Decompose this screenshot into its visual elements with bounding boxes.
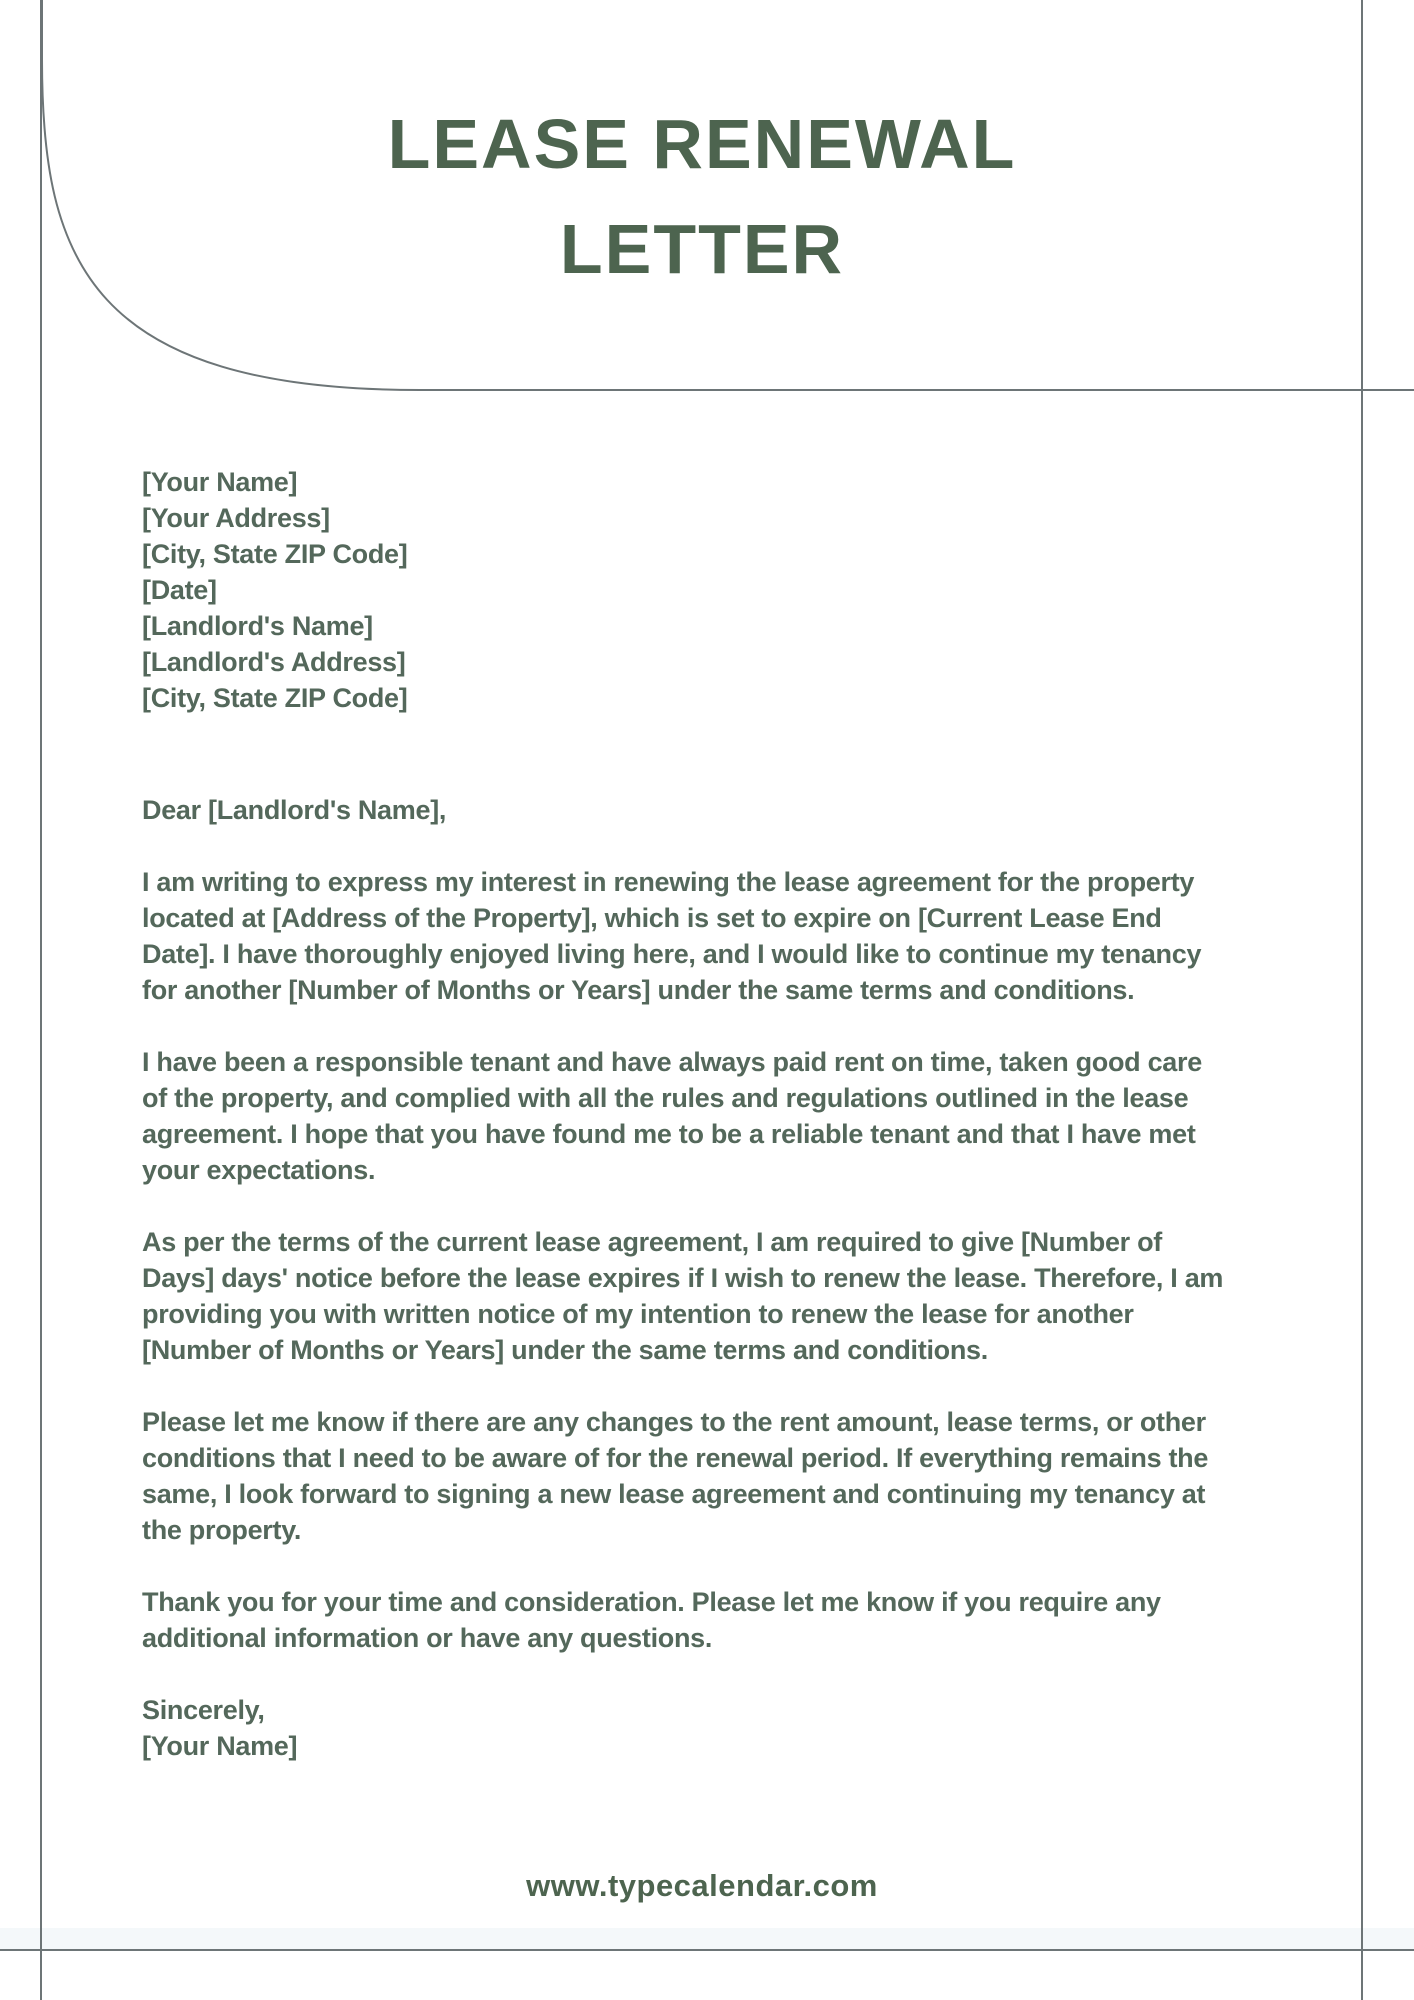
paragraph-line: same, I look forward to signing a new lease agreement and continuing my tenancy at: [142, 1479, 1206, 1509]
paragraph-3: [142, 1224, 1272, 1368]
paragraph-line: your expectations.: [142, 1155, 376, 1185]
paragraph-line: Days] days' notice before the lease expires if I wish to renew the lease. Therefore, I am: [142, 1263, 1224, 1293]
paragraph-line: I am writing to express my interest in renewing the lease agreement for the property: [142, 867, 1195, 897]
paragraph-line: Date]. I have thoroughly enjoyed living here, and I would like to continue my tenancy: [142, 939, 1202, 969]
paragraph-line: conditions that I need to be aware of for the renewal period. If everything remains the: [142, 1443, 1209, 1473]
letter-body: [142, 464, 1272, 1764]
paragraph-1: [142, 864, 1272, 1008]
paragraph-line: additional information or have any questions.: [142, 1623, 713, 1653]
paragraph-line: providing you with written notice of my intention to renew the lease for another: [142, 1299, 1134, 1329]
paragraph-line: agreement. I hope that you have found me to be a reliable tenant and that I have met: [142, 1119, 1196, 1149]
address-line-your-name: [Your Name]: [142, 467, 298, 497]
document-title: [42, 92, 1362, 302]
address-line-landlord-address: [Landlord's Address]: [142, 647, 406, 677]
closing-sincerely: Sincerely,: [142, 1695, 265, 1725]
paragraph-line: for another [Number of Months or Years] under the same terms and conditions.: [142, 975, 1135, 1005]
footer-website: www.typecalendar.com: [526, 1868, 878, 1903]
address-line-date: [Date]: [142, 575, 217, 605]
title-line-1: LEASE RENEWAL: [387, 105, 1017, 183]
sender-address-block: [142, 464, 1272, 716]
paragraph-line: As per the terms of the current lease agreement, I am required to give [Number of: [142, 1227, 1162, 1257]
paragraph-line: located at [Address of the Property], which is set to expire on [Current Lease End: [142, 903, 1162, 933]
closing-your-name: [Your Name]: [142, 1731, 298, 1761]
address-line-landlord-name: [Landlord's Name]: [142, 611, 373, 641]
salutation: [142, 792, 1272, 828]
paragraph-line: the property.: [142, 1515, 302, 1545]
paragraph-line: [Number of Months or Years] under the same terms and conditions.: [142, 1335, 988, 1365]
address-line-your-address: [Your Address]: [142, 503, 330, 533]
paragraph-4: [142, 1404, 1272, 1548]
closing-block: [142, 1692, 1272, 1764]
title-line-2: LETTER: [559, 210, 845, 288]
address-line-city-state-zip: [City, State ZIP Code]: [142, 539, 408, 569]
paragraph-line: I have been a responsible tenant and have always paid rent on time, taken good care: [142, 1047, 1202, 1077]
paragraph-line: Please let me know if there are any changes to the rent amount, lease terms, or other: [142, 1407, 1206, 1437]
paragraph-line: of the property, and complied with all the rules and regulations outlined in the lease: [142, 1083, 1189, 1113]
address-line-landlord-city-state-zip: [City, State ZIP Code]: [142, 683, 408, 713]
bottom-accent-band: [0, 1928, 1414, 1949]
paragraph-line: Thank you for your time and consideration. Please let me know if you require any: [142, 1587, 1161, 1617]
salutation-line: Dear [Landlord's Name],: [142, 795, 447, 825]
paragraph-2: [142, 1044, 1272, 1188]
paragraph-5: [142, 1584, 1272, 1656]
